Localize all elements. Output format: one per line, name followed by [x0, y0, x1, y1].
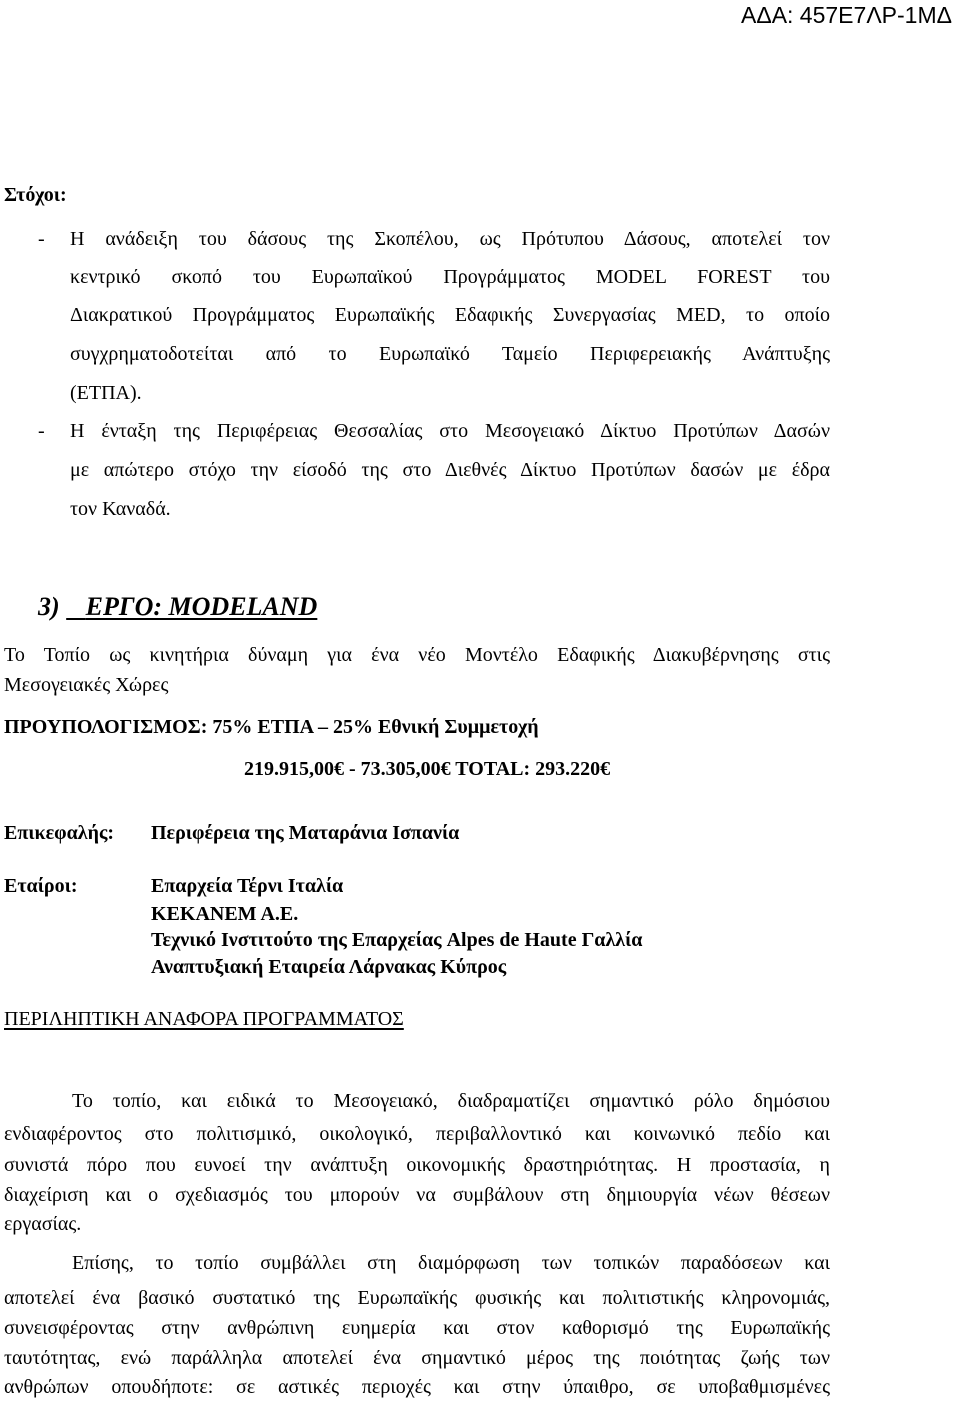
lead-value: Περιφέρεια της Ματαράνια Ισπανία	[151, 822, 460, 844]
goal-1-dash: -	[38, 228, 45, 250]
budget-amounts: 219.915,00€ - 73.305,00€ TOTAL: 293.220€	[244, 758, 611, 780]
project-description-line-2: Μεσογειακές Χώρες	[4, 674, 169, 696]
project-title	[38, 592, 317, 622]
goals-heading: Στόχοι:	[4, 184, 67, 206]
summary-p2-line-3: συνεισφέροντας στην ανθρώπινη ευημερία και στον καθορισμό της Ευρωπαϊκής	[4, 1317, 830, 1339]
goal-1-line-1: Η ανάδειξη του δάσους της Σκοπέλου, ως Πρότυπου Δάσους, αποτελεί τον	[70, 228, 830, 250]
goal-1-line-3: Διακρατικού Προγράμματος Ευρωπαϊκής Εδαφικής Συνεργασίας MED, το οποίο	[70, 304, 830, 326]
goal-1-line-4: συγχρηματοδοτείται από το Ευρωπαϊκό Ταμείο Περιφερειακής Ανάπτυξης	[70, 343, 830, 365]
goal-1-line-5: (ΕΤΠΑ).	[70, 382, 142, 404]
budget-label: ΠΡΟΥΠΟΛΟΓΙΣΜΟΣ: 75% ΕΤΠΑ – 25% Εθνική Συμμετοχή	[4, 716, 539, 738]
lead-label: Επικεφαλής:	[4, 822, 115, 844]
partner-item: Επαρχεία Τέρνι Ιταλία	[151, 875, 344, 897]
summary-p2-line-2: αποτελεί ένα βασικό συστατικό της Ευρωπαϊκής φυσικής και πολιτιστικής κληρονομιάς,	[4, 1287, 830, 1309]
project-number: 3)	[38, 592, 60, 621]
summary-heading: ΠΕΡΙΛΗΠΤΙΚΗ ΑΝΑΦΟΡΑ ΠΡΟΓΡΑΜΜΑΤΟΣ	[4, 1008, 404, 1030]
goal-2-dash: -	[38, 420, 45, 442]
goal-1-line-2: κεντρικό σκοπό του Ευρωπαϊκού Προγράμματος MODEL FOREST του	[70, 266, 830, 288]
project-title-underlined	[66, 592, 317, 621]
partner-item: Αναπτυξιακή Εταιρεία Λάρνακας Κύπρος	[151, 956, 507, 978]
goal-2-line-3: τον Καναδά.	[70, 498, 171, 520]
summary-p2-line-1: Επίσης, το τοπίο συμβάλλει στη διαμόρφωση των τοπικών παραδόσεων και	[72, 1252, 830, 1274]
summary-p1-line-3: συνιστά πόρο που ευνοεί την ανάπτυξη οικονομικής δραστηριότητας. Η προστασία, η	[4, 1154, 830, 1176]
summary-p2-line-5: ανθρώπων οπουδήποτε: σε αστικές περιοχές και στην ύπαιθρο, σε υποβαθμισμένες	[4, 1376, 830, 1398]
goal-2-line-1: Η ένταξη της Περιφέρειας Θεσσαλίας στο Μεσογειακό Δίκτυο Προτύπων Δασών	[70, 420, 830, 442]
summary-p1-line-4: διαχείριση και ο σχεδιασμός του μπορούν να συμβάλουν στη δημιουργία νέων θέσεων	[4, 1184, 830, 1206]
project-title-text: ΕΡΓΟ: MODELAND	[85, 592, 318, 621]
project-description-line-1: Το Τοπίο ως κινητήρια δύναμη για ένα νέο Μοντέλο Εδαφικής Διακυβέρνησης στις	[4, 644, 830, 666]
ada-code: ΑΔΑ: 457Ε7ΛΡ-1ΜΔ	[740, 2, 952, 28]
partner-item: Τεχνικό Ινστιτούτο της Επαρχείας Alpes de Haute Γαλλία	[151, 929, 643, 951]
goal-2-line-2: με απώτερο στόχο την είσοδό της στο Διεθνές Δίκτυο Προτύπων δασών με έδρα	[70, 459, 830, 481]
summary-p1-line-1: Το τοπίο, και ειδικά το Μεσογειακό, διαδραματίζει σημαντικό ρόλο δημόσιου	[72, 1090, 830, 1112]
partner-item: ΚΕΚΑΝΕΜ Α.Ε.	[151, 903, 299, 925]
summary-p1-line-2: ενδιαφέροντος στο πολιτισμικό, οικολογικό, περιβαλλοντικό και κοινωνικό πεδίο και	[4, 1123, 830, 1145]
partners-label: Εταίροι:	[4, 875, 78, 897]
summary-p2-line-4: ταυτότητας, ενώ παράλληλα αποτελεί ένα σημαντικό μέρος της ποιότητας ζωής των	[4, 1347, 830, 1369]
summary-p1-line-5: εργασίας.	[4, 1213, 82, 1235]
